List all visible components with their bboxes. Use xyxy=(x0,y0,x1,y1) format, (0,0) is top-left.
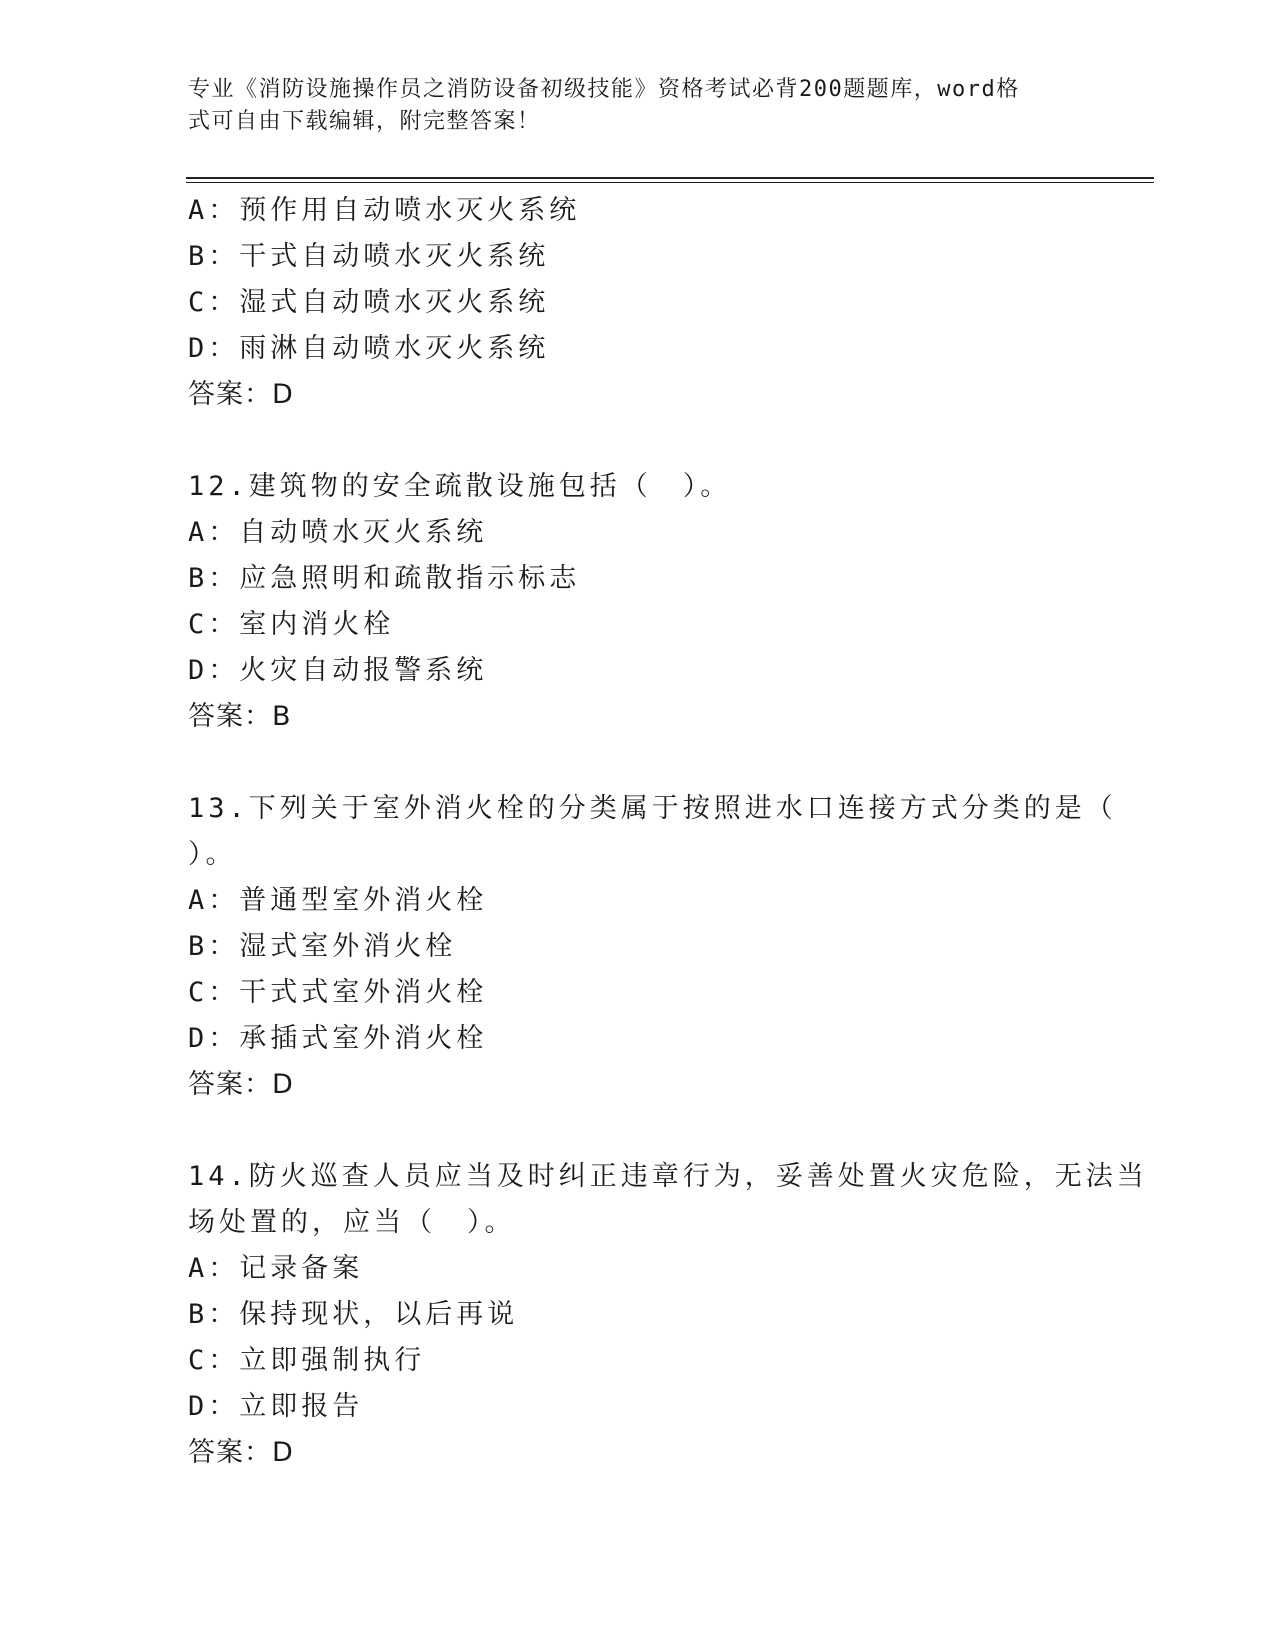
option-a: A：自动喷水灭火系统 xyxy=(188,517,488,548)
option-c: C：干式式室外消火栓 xyxy=(188,977,488,1008)
question-text: 12.建筑物的安全疏散设施包括（ ）。 xyxy=(188,471,732,502)
answer: 答案：B xyxy=(188,701,292,732)
option-d: D：雨淋自动喷水灭火系统 xyxy=(188,333,550,364)
option-a: A：预作用自动喷水灭火系统 xyxy=(188,195,581,226)
spacer xyxy=(188,418,1088,464)
question-list xyxy=(188,188,1148,1476)
header-divider xyxy=(186,177,1154,179)
page-header xyxy=(188,74,1068,138)
spacer xyxy=(188,1108,1088,1154)
option-d: D：承插式室外消火栓 xyxy=(188,1023,488,1054)
question-block-11 xyxy=(188,188,1088,418)
question-block-12 xyxy=(188,464,1088,740)
option-c: C：湿式自动喷水灭火系统 xyxy=(188,287,550,318)
question-block-13 xyxy=(188,786,1117,1108)
answer: 答案：D xyxy=(188,1069,294,1100)
option-c: C：立即强制执行 xyxy=(188,1345,426,1376)
option-a: A：记录备案 xyxy=(188,1253,364,1284)
header-line-2: 式可自由下载编辑，附完整答案！ xyxy=(188,109,541,134)
question-block-14 xyxy=(188,1154,1148,1476)
answer: 答案：D xyxy=(188,1437,294,1468)
option-b: B：保持现状，以后再说 xyxy=(188,1299,519,1330)
question-text-line-1: 13.下列关于室外消火栓的分类属于按照进水口连接方式分类的是（ xyxy=(188,793,1117,824)
question-text-line-1: 14.防火巡查人员应当及时纠正违章行为，妥善处置火灾危险，无法当 xyxy=(188,1161,1148,1192)
question-text-line-2: 场处置的，应当（ ）。 xyxy=(188,1207,516,1238)
option-c: C：室内消火栓 xyxy=(188,609,395,640)
header-line-1: 专业《消防设施操作员之消防设备初级技能》资格考试必背200题题库，word格 xyxy=(188,77,1020,102)
option-b: B：应急照明和疏散指示标志 xyxy=(188,563,581,594)
question-text-line-2: ）。 xyxy=(188,839,237,870)
spacer xyxy=(188,740,1088,786)
option-d: D：火灾自动报警系统 xyxy=(188,655,488,686)
option-b: B：湿式室外消火栓 xyxy=(188,931,457,962)
answer: 答案：D xyxy=(188,379,294,410)
option-b: B：干式自动喷水灭火系统 xyxy=(188,241,550,272)
option-a: A：普通型室外消火栓 xyxy=(188,885,488,916)
option-d: D：立即报告 xyxy=(188,1391,364,1422)
header-divider-thin xyxy=(186,182,1154,183)
